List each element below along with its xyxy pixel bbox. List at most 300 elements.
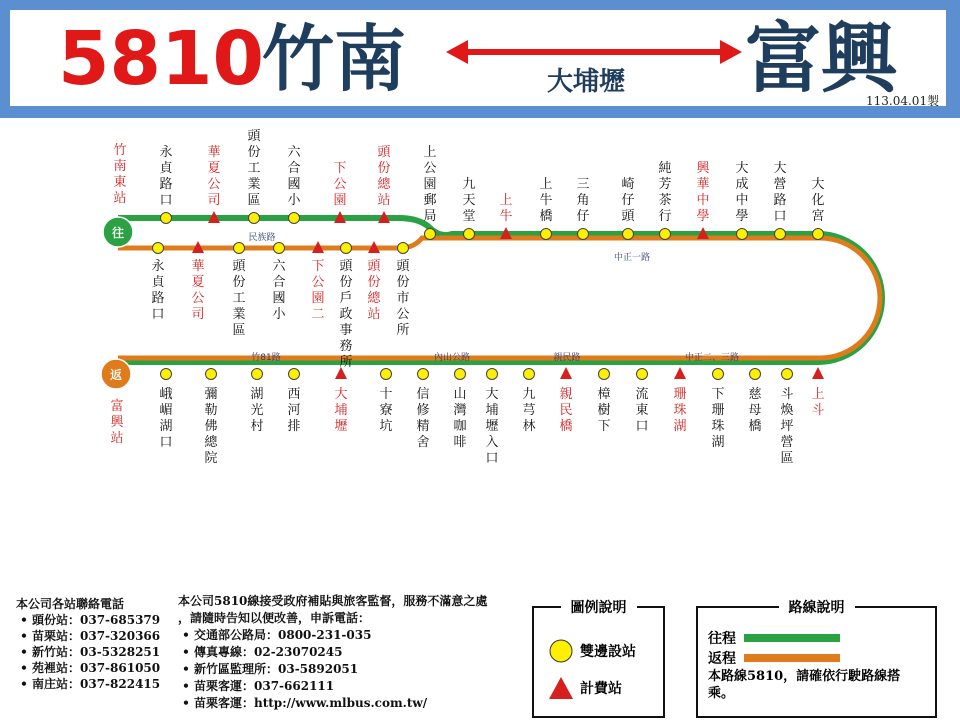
- road-label: 中正一路: [613, 253, 651, 263]
- stop-char: 事: [339, 323, 353, 338]
- triangle-icon: [548, 676, 574, 700]
- stop-char: 公: [207, 177, 221, 192]
- both-stop-marker: [249, 213, 260, 224]
- stop-char: 坪: [780, 419, 794, 434]
- stop-char: 口: [485, 451, 499, 466]
- stop-label: [811, 176, 824, 224]
- stop-char: 十: [379, 387, 393, 402]
- stop-char: 大: [811, 177, 825, 192]
- stop-char: 路: [151, 291, 165, 306]
- stop-char: 司: [207, 193, 221, 208]
- stop-label: [232, 259, 246, 338]
- stop-bottom[interactable]: [635, 369, 648, 435]
- stop-char: 口: [635, 419, 649, 434]
- stop-label: [780, 386, 793, 466]
- stop-char: 牛: [499, 209, 513, 224]
- stop-char: 營: [773, 177, 787, 192]
- both-stop-marker: [153, 243, 164, 254]
- stop-char: 入: [485, 435, 499, 450]
- return-badge-text: 返: [109, 368, 123, 382]
- stop-label: [204, 387, 218, 466]
- stop-char: 公: [311, 275, 325, 290]
- legend-box: [532, 600, 665, 718]
- stop-char: 份: [367, 275, 381, 290]
- stop-char: 下: [711, 387, 725, 402]
- stop-char: 上: [423, 145, 437, 160]
- stop-char: 民: [559, 403, 573, 418]
- line-info-title: 路線說明: [779, 597, 855, 617]
- stop-char: 珊: [673, 387, 687, 402]
- stop-char: 局: [423, 209, 437, 224]
- both-stop-marker: [289, 213, 300, 224]
- both-stop-marker: [341, 243, 352, 254]
- legend-fare-label: 計費站: [580, 681, 622, 697]
- stop-char: 市: [396, 291, 410, 306]
- complaint-item: • 苗栗客運：037-662111: [178, 678, 538, 695]
- stop-return[interactable]: [367, 241, 381, 322]
- stop-label: [311, 259, 324, 322]
- stop-label: [159, 145, 173, 208]
- stop-char: 仔: [576, 209, 590, 224]
- stop-top[interactable]: [576, 177, 589, 240]
- stop-bottom[interactable]: [597, 369, 610, 435]
- stop-char: 竹: [113, 143, 127, 158]
- legend-title: 圖例說明: [561, 597, 637, 617]
- stop-label: [416, 386, 429, 450]
- stop-char: 樟: [597, 387, 611, 402]
- stop-char: 學: [696, 209, 710, 224]
- both-stop-marker: [599, 369, 610, 380]
- route-origin: 竹南: [262, 17, 407, 101]
- both-stop-marker: [713, 369, 724, 380]
- both-stop-marker: [161, 213, 172, 224]
- stop-top[interactable]: [207, 144, 220, 223]
- both-stop-marker: [252, 369, 263, 380]
- stop-char: 六: [287, 145, 301, 160]
- stop-char: 崎: [621, 177, 635, 192]
- stop-char: 頭: [247, 129, 261, 144]
- stop-label: [559, 386, 572, 434]
- stop-char: 村: [250, 419, 264, 434]
- stop-label: [333, 161, 346, 208]
- stop-char: 站: [377, 193, 391, 208]
- stop-label: [773, 160, 786, 224]
- road-label: 內山公路: [433, 353, 471, 363]
- stop-label: [250, 386, 263, 434]
- both-stop-marker: [487, 369, 498, 380]
- outbound-badge-text: 往: [111, 226, 125, 240]
- stop-label: [621, 176, 635, 224]
- line-info-box: [696, 600, 937, 718]
- route-destination: 富興: [745, 14, 897, 103]
- stop-char: 份: [377, 161, 391, 176]
- stop-char: 大: [485, 387, 499, 402]
- both-stop-marker: [161, 369, 172, 380]
- stop-char: 堂: [462, 209, 476, 224]
- both-stop-marker: [464, 229, 475, 240]
- end-terminal[interactable]: [101, 359, 131, 446]
- stop-bottom[interactable]: [416, 369, 429, 451]
- both-stop-marker: [206, 369, 217, 380]
- stop-char: 成: [735, 177, 749, 192]
- stop-char: 埔: [485, 403, 499, 418]
- notice-block: [178, 593, 538, 712]
- both-stop-marker: [381, 369, 392, 380]
- fare-stop-marker: [674, 367, 686, 379]
- stop-bottom[interactable]: [204, 369, 218, 467]
- stop-char: 親: [559, 387, 573, 402]
- contact-item: • 苑裡站：037-861050: [16, 660, 176, 676]
- stop-char: 夏: [191, 275, 205, 290]
- stop-char: 母: [748, 403, 762, 418]
- stop-char: 中: [735, 193, 749, 208]
- stop-char: 九: [522, 387, 536, 402]
- stop-return[interactable]: [396, 243, 410, 339]
- stop-char: 河: [287, 403, 301, 418]
- stop-bottom[interactable]: [453, 369, 466, 451]
- stop-char: 咖: [453, 419, 467, 434]
- stop-bottom[interactable]: [559, 367, 572, 434]
- stop-top[interactable]: [658, 160, 671, 240]
- stop-char: 仔: [621, 193, 635, 208]
- complaint-item: • 傳真專線：02-23070245: [178, 644, 538, 661]
- stop-char: 修: [416, 403, 430, 418]
- stop-char: 峨: [159, 387, 173, 402]
- stop-return[interactable]: [191, 241, 204, 322]
- stop-char: 西: [287, 387, 301, 402]
- stop-top[interactable]: [159, 145, 173, 224]
- legend-both-label: 雙邊設站: [580, 644, 636, 660]
- stop-label: [396, 259, 410, 338]
- stop-char: 公: [191, 291, 205, 306]
- double-arrow-icon: [446, 34, 742, 70]
- stop-char: 湖: [159, 419, 173, 434]
- stop-char: 業: [247, 177, 261, 192]
- return-label: 返程: [708, 651, 736, 667]
- stop-char: 國: [287, 177, 301, 192]
- both-stop-marker: [234, 243, 245, 254]
- stop-label: [735, 160, 748, 224]
- return-swatch: [744, 654, 840, 662]
- stop-char: 頭: [339, 259, 353, 274]
- stop-char: 東: [113, 175, 127, 190]
- stop-char: 華: [207, 145, 221, 160]
- both-stop-marker: [775, 229, 786, 240]
- stop-label: [377, 145, 391, 208]
- route-tracks: [118, 218, 882, 362]
- start-terminal[interactable]: [103, 143, 133, 247]
- stop-label: [379, 386, 392, 434]
- stop-bottom[interactable]: [485, 369, 498, 467]
- stop-bottom[interactable]: [522, 369, 535, 435]
- fare-stop-marker: [812, 367, 824, 379]
- stop-top[interactable]: [247, 129, 261, 224]
- stop-char: 國: [272, 291, 286, 306]
- stop-char: 流: [635, 387, 649, 402]
- stop-label: [635, 386, 648, 434]
- stop-char: 芎: [522, 403, 536, 418]
- stop-char: 橋: [559, 419, 573, 434]
- stop-char: 湖: [250, 387, 264, 402]
- stop-char: 站: [113, 191, 127, 206]
- stop-label: [453, 387, 466, 450]
- stop-label: [522, 386, 535, 434]
- stop-char: 彌: [204, 387, 218, 402]
- stop-char: 郵: [423, 193, 437, 208]
- route-map: [0, 118, 960, 478]
- both-stop-marker: [455, 369, 466, 380]
- header-frame: [0, 0, 960, 118]
- both-stop-marker: [418, 369, 429, 380]
- stop-char: 份: [232, 275, 246, 290]
- stop-char: 份: [247, 145, 261, 160]
- stop-char: 壢: [334, 419, 348, 434]
- stop-top[interactable]: [811, 176, 824, 240]
- stop-top[interactable]: [287, 145, 301, 224]
- stop-label: [576, 177, 589, 224]
- contact-item: • 南庄站：037-822415: [16, 676, 176, 692]
- print-date: 113.04.01製: [866, 94, 940, 108]
- stop-char: 橋: [748, 419, 762, 434]
- stop-char: 工: [232, 291, 246, 306]
- stop-label: [334, 386, 347, 434]
- stop-char: 份: [339, 275, 353, 290]
- stop-char: 業: [232, 307, 246, 322]
- complaint-item: • 交通部公路局：0800-231-035: [178, 627, 538, 644]
- route-via: 大埔壢: [546, 67, 625, 97]
- stop-char: 所: [396, 323, 410, 338]
- stop-char: 山: [453, 387, 467, 402]
- stop-label: [696, 161, 710, 224]
- stop-char: 頭: [232, 259, 246, 274]
- legend-both-row: [548, 638, 636, 664]
- stop-char: 湖: [673, 419, 687, 434]
- contacts-block: [16, 596, 176, 692]
- stop-char: 頭: [396, 259, 410, 274]
- stop-char: 牛: [539, 193, 553, 208]
- stop-top[interactable]: [333, 161, 346, 223]
- stop-char: 合: [287, 161, 301, 176]
- stop-char: 嵋: [159, 403, 173, 418]
- both-stop-marker: [637, 369, 648, 380]
- stop-char: 珠: [673, 403, 687, 418]
- contact-item: • 新竹站：03-5328251: [16, 644, 176, 660]
- both-stop-marker: [782, 369, 793, 380]
- stop-char: 口: [159, 193, 173, 208]
- stop-label: [539, 177, 552, 224]
- stop-bottom[interactable]: [711, 369, 724, 451]
- stop-char: 中: [696, 193, 710, 208]
- stop-top[interactable]: [539, 177, 552, 240]
- stop-char: 所: [339, 355, 353, 370]
- stop-label: [658, 160, 671, 224]
- stop-char: 斗: [780, 387, 794, 402]
- stop-char: 區: [780, 451, 794, 466]
- stop-char: 工: [247, 161, 261, 176]
- stop-label: [191, 258, 204, 322]
- both-stop-marker: [524, 369, 535, 380]
- both-stop-marker: [541, 229, 552, 240]
- stop-char: 區: [247, 193, 261, 208]
- stop-bottom[interactable]: [287, 369, 300, 435]
- outbound-row: [708, 628, 840, 648]
- stop-char: 橋: [539, 209, 553, 224]
- stop-return[interactable]: [232, 243, 246, 339]
- stop-label: [485, 386, 498, 466]
- stop-label: [367, 259, 381, 322]
- both-stop-marker: [289, 369, 300, 380]
- stop-char: 富: [110, 399, 124, 414]
- both-stop-marker: [578, 229, 589, 240]
- stop-char: 三: [576, 177, 590, 192]
- stop-char: 勒: [204, 403, 218, 418]
- stop-top[interactable]: [773, 160, 786, 240]
- stop-char: 永: [159, 145, 173, 160]
- stop-bottom[interactable]: [811, 367, 824, 418]
- stop-bottom[interactable]: [334, 367, 347, 434]
- stop-char: 務: [339, 339, 353, 354]
- both-stop-marker: [425, 229, 436, 240]
- website-link[interactable]: • 苗栗客運：http://www.mlbus.com.tw/: [178, 695, 538, 712]
- stop-bottom[interactable]: [379, 369, 392, 435]
- stop-char: 啡: [453, 435, 467, 450]
- stop-bottom[interactable]: [673, 367, 686, 434]
- stop-char: 珊: [711, 403, 725, 418]
- stop-label: [247, 129, 261, 208]
- stop-char: 園: [423, 177, 437, 192]
- stop-char: 份: [396, 275, 410, 290]
- stop-char: 華: [696, 177, 710, 192]
- both-stop-marker: [750, 369, 761, 380]
- both-stop-marker: [813, 229, 824, 240]
- stop-label: [423, 145, 436, 224]
- both-stop-marker: [660, 229, 671, 240]
- stop-char: 南: [113, 159, 127, 174]
- stop-char: 小: [287, 193, 301, 208]
- stop-label: [287, 145, 301, 208]
- stop-char: 興: [696, 161, 710, 176]
- stop-char: 永: [151, 259, 165, 274]
- stop-char: 公: [333, 177, 347, 192]
- stop-char: 大: [735, 161, 749, 176]
- stop-label: [272, 259, 286, 322]
- stop-char: 園: [333, 193, 347, 208]
- stop-char: 上: [539, 177, 553, 192]
- stop-char: 佛: [204, 419, 218, 434]
- stop-char: 煥: [780, 403, 794, 418]
- stop-char: 精: [416, 419, 430, 434]
- stop-label: [499, 193, 512, 224]
- stop-return[interactable]: [311, 241, 324, 322]
- stop-char: 上: [811, 387, 825, 402]
- stop-label: [151, 259, 165, 322]
- both-stop-marker: [398, 243, 409, 254]
- stop-char: 貞: [159, 161, 173, 176]
- stop-label: [159, 387, 172, 450]
- stop-char: 六: [272, 259, 286, 274]
- return-row: [708, 648, 840, 668]
- stop-char: 口: [773, 209, 787, 224]
- stop-bottom[interactable]: [159, 369, 172, 451]
- stop-char: 排: [287, 419, 301, 434]
- stop-char: 寮: [379, 403, 393, 418]
- stop-char: 信: [416, 387, 430, 402]
- stop-char: 小: [272, 307, 286, 322]
- stop-char: 學: [735, 209, 749, 224]
- stop-char: 天: [462, 193, 476, 208]
- road-label: 民族路: [248, 233, 276, 243]
- stop-char: 口: [159, 435, 173, 450]
- stop-bottom[interactable]: [250, 369, 263, 435]
- notice-text: 本公司5810線接受政府補貼與旅客監督，服務不滿意之處 ，請隨時告知以便改善，申訴電話：: [178, 594, 488, 625]
- stop-label: [207, 144, 220, 208]
- legend-fare-row: [548, 676, 622, 700]
- stop-char: 頭: [367, 259, 381, 274]
- stop-char: 茶: [658, 193, 672, 208]
- contact-item: • 苗栗站：037-320366: [16, 628, 176, 644]
- stop-char: 大: [773, 161, 787, 176]
- stop-return[interactable]: [339, 243, 353, 371]
- stop-return[interactable]: [272, 243, 286, 323]
- stop-char: 路: [773, 193, 787, 208]
- stop-char: 行: [658, 209, 672, 224]
- stop-bottom[interactable]: [780, 369, 793, 467]
- stop-char: 珠: [711, 419, 725, 434]
- complaint-item: • 新竹區監理所：03-5892051: [178, 661, 538, 678]
- stop-top[interactable]: [462, 176, 475, 240]
- stop-char: 夏: [207, 161, 221, 176]
- stop-char: 總: [377, 177, 391, 192]
- outbound-label: 往程: [708, 631, 736, 647]
- stop-char: 口: [151, 307, 165, 322]
- stop-char: 壢: [485, 419, 499, 434]
- stop-char: 坑: [379, 419, 393, 434]
- stop-char: 九: [462, 177, 476, 192]
- stop-char: 湖: [711, 435, 725, 450]
- stop-char: 上: [499, 193, 513, 208]
- stop-char: 芳: [658, 177, 672, 192]
- stop-char: 大: [334, 387, 348, 402]
- stop-char: 公: [423, 161, 437, 176]
- stop-return[interactable]: [151, 243, 165, 323]
- terminal-label: [113, 143, 126, 206]
- stop-char: 公: [396, 307, 410, 322]
- stop-char: 埔: [334, 403, 348, 418]
- stop-char: 總: [367, 291, 381, 306]
- terminal-label: [110, 398, 124, 446]
- stop-label: [597, 386, 610, 434]
- stop-label: [811, 387, 824, 418]
- stop-top[interactable]: [621, 176, 635, 240]
- route-number: 5810: [58, 16, 264, 102]
- stop-bottom[interactable]: [748, 369, 761, 435]
- stop-char: 頭: [377, 145, 391, 160]
- stop-label: [748, 386, 761, 434]
- stop-char: 斗: [811, 403, 825, 418]
- stop-label: [287, 387, 300, 434]
- stop-label: [711, 387, 724, 450]
- stop-char: 戶: [339, 291, 353, 306]
- stop-label: [673, 387, 686, 434]
- stop-top[interactable]: [377, 145, 391, 223]
- road-label: 竹81路: [251, 353, 281, 363]
- contacts-title: 本公司各站聯絡電話: [16, 597, 125, 611]
- stop-top[interactable]: [735, 160, 748, 240]
- stop-top[interactable]: [696, 161, 710, 239]
- stop-char: 林: [522, 419, 536, 434]
- stop-char: 化: [811, 193, 825, 208]
- stop-char: 下: [597, 419, 611, 434]
